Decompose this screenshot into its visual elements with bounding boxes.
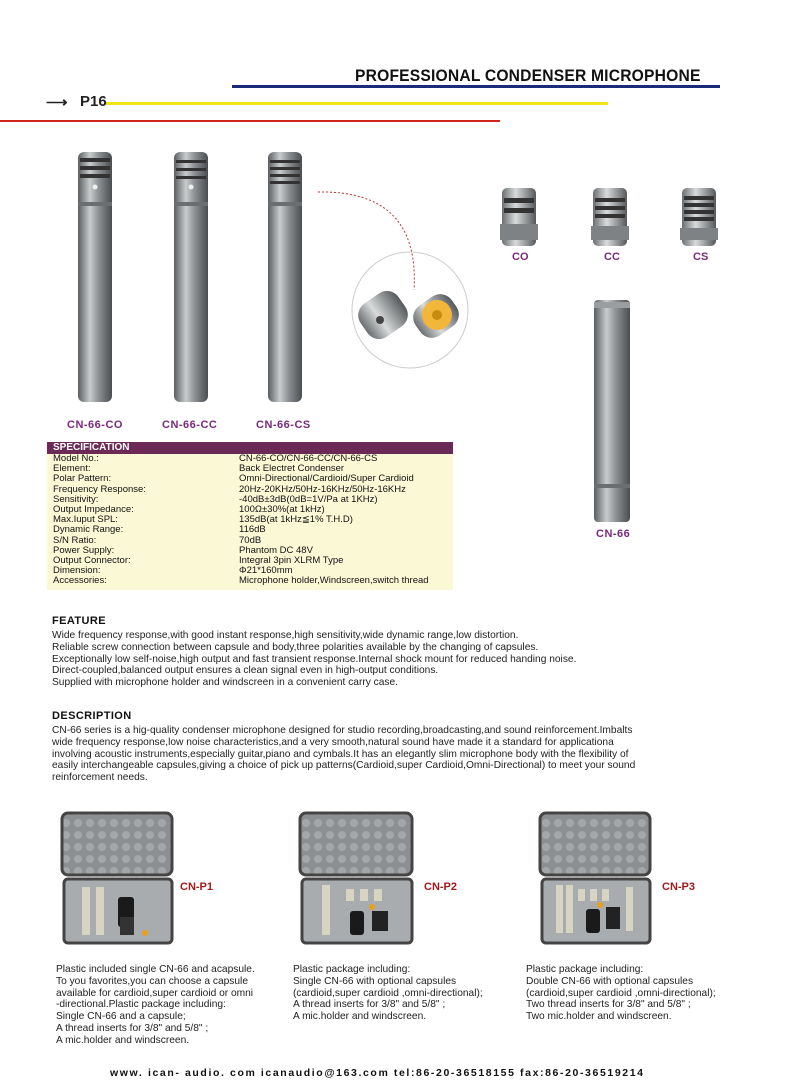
case-description-cn-p1: Plastic included single CN-66 and acapsule. To you favorites,you can choose a capsule available for cardioid,super cardioid or omni -directional.Plastic package including: Single CN-66 and a capsule; A thread inserts for 3/8" and 5/8" ; A mic.holder and windscreen. — [56, 964, 255, 1046]
case-cn-p2-image — [300, 813, 412, 943]
case-cn-p3-image — [540, 813, 650, 943]
mic-label-cc: CN-66-CC — [162, 419, 218, 431]
spec-row: Sensitivity: -40dB±3dB(0dB=1V/Pa at 1KHz) — [53, 493, 378, 505]
case-description-cn-p2: Plastic package including: Single CN-66 with optional capsules (cardioid,super cardioid ,omni-directional); A thread inserts for 3/8" and 5/8" ; A mic.holder and windscreen. — [293, 964, 483, 1023]
spec-row: Dimension: Φ21*160mm — [53, 565, 293, 577]
feature-text: Wide frequency response,with good instant response,high sensitivity,wide dynamic range,low distortion. Reliable screw connection between capsule and body,three polarities available by the changing of capsules. Exceptionally low self-noise,high output and fast transient response.Internal shock mount for reduced handing noise. Direct-coupled,balanced output ensures a clean signal even in high-output conditions. Supplied with microphone holder and windscreen in a convenient carry case. — [52, 630, 577, 689]
spec-row: Frequency Response: 20Hz-20KHz/50Hz-16KHz/50Hz-16KHz — [53, 483, 406, 495]
spec-row: S/N Ratio: 70dB — [53, 534, 262, 546]
case-label-cn-p2: CN-P2 — [424, 881, 458, 893]
case-description-cn-p3: Plastic package including: Double CN-66 with optional capsules (cardioid,super cardioid ,omni-directional); Two thread inserts for 3/8" and 5/8" ; Two mic.holder and windscreen. — [526, 964, 716, 1023]
spec-row: Accessories: Microphone holder,Windscreen,switch thread — [53, 575, 429, 587]
capsule-label-co: CO — [512, 251, 529, 263]
capsule-cc-image — [591, 188, 629, 246]
specification-table — [47, 442, 453, 590]
description-text: CN-66 series is a hig-quality condenser microphone designed for studio recording,broadcasting,and sound reinforcement.Imbalts wide frequency response,low noise characteristics,and a very smooth,natural sound have made it a standard for applicationa involving acoustic instruments,especially guitar,piano and cymbals.It has an elegantly slim microphone body with the flexibility of easily interchangeable capsules,giving a choice of pick up patterns(Cardioid,super Cardioid,Omni-Directional) to meet your sound reinforcement needs. — [52, 725, 636, 784]
header-rule-red — [0, 120, 500, 122]
header-rule-yellow — [106, 102, 608, 105]
spec-row: Element: Back Electret Condenser — [53, 463, 345, 475]
body-label-cn-66: CN-66 — [596, 528, 631, 540]
case-label-cn-p1: CN-P1 — [180, 881, 214, 893]
arrow-icon: ⟶ — [46, 94, 68, 111]
carry-case-images — [0, 805, 800, 955]
microphone-cn-66-co — [78, 152, 112, 402]
microphone-cn-66-cc — [174, 152, 208, 402]
capsule-label-cs: CS — [693, 251, 709, 263]
feature-heading: FEATURE — [52, 615, 106, 627]
page-number: P16 — [80, 93, 107, 110]
mic-label-co: CN-66-CO — [67, 419, 123, 431]
spec-row: Output Impedance: 100Ω±30%(at 1kHz) — [53, 503, 325, 515]
connector-detail-callout — [318, 192, 468, 368]
capsule-cs-image — [680, 188, 718, 246]
capsule-label-cc: CC — [604, 251, 620, 263]
microphone-body-cn-66 — [594, 300, 630, 522]
capsule-co-image — [500, 188, 538, 246]
spec-row: Max.Iuput SPL: 135dB(at 1kHz≦1% T.H.D) — [53, 514, 353, 526]
case-label-cn-p3: CN-P3 — [662, 881, 696, 893]
case-cn-p1-image — [62, 813, 172, 943]
header-rule-navy — [232, 85, 720, 88]
microphone-cn-66-cs — [268, 152, 302, 402]
description-heading: DESCRIPTION — [52, 710, 132, 722]
page-title: PROFESSIONAL CONDENSER MICROPHONE — [355, 66, 701, 85]
spec-row: Power Supply: Phantom DC 48V — [53, 544, 313, 556]
spec-row: Dynamic Range: 116dB — [53, 524, 266, 536]
specification-heading: SPECIFICATION — [47, 442, 453, 454]
mic-label-cs: CN-66-CS — [256, 419, 311, 431]
footer-contact: www. ican- audio. com icanaudio@163.com tel:86-20-36518155 fax:86-20-36519214 — [110, 1067, 645, 1079]
spec-row: Polar Pattern: Omni-Directional/Cardioid/Super Cardioid — [53, 473, 414, 485]
spec-row: Model No.: CN-66-CO/CN-66-CC/CN-66-CS — [53, 453, 378, 464]
spec-row: Output Connector: Integral 3pin XLRM Type — [53, 554, 344, 566]
